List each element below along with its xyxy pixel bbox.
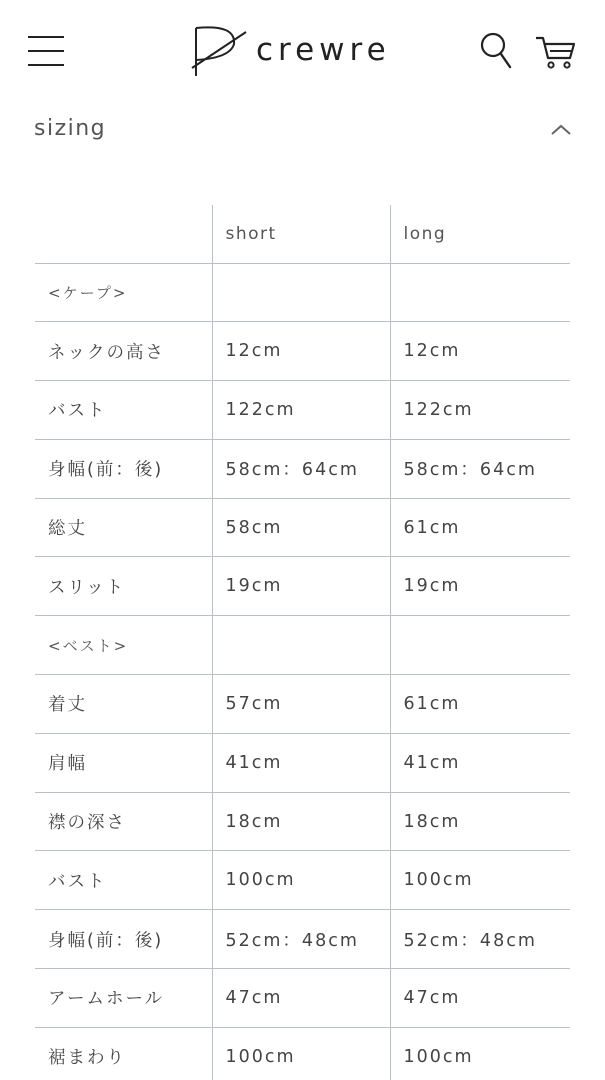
table-row [35, 910, 570, 969]
measurement-label-cell: バスト [35, 381, 212, 440]
short-value-cell: 100cm [212, 1027, 390, 1080]
site-header [0, 0, 605, 100]
logo-mark-icon [190, 24, 250, 80]
measurement-label-cell: ネックの高さ [35, 322, 212, 381]
short-value-cell: 41cm [212, 733, 390, 792]
short-value-cell: 57cm [212, 675, 390, 734]
short-value-cell: 122cm [212, 381, 390, 440]
long-value-cell [390, 263, 570, 322]
measurement-label-cell: 総丈 [35, 498, 212, 557]
measurement-label-cell: 肩幅 [35, 733, 212, 792]
table-row [35, 322, 570, 381]
measurement-label-cell: バスト [35, 851, 212, 910]
short-value-cell: 58cm：64cm [212, 439, 390, 498]
column-header-label [35, 205, 212, 263]
section-label-cell: <ケープ> [35, 263, 212, 322]
column-header-short: short [212, 205, 390, 263]
long-value-cell: 19cm [390, 557, 570, 616]
table-row [35, 969, 570, 1028]
section-title: sizing [34, 116, 107, 141]
measurement-label-cell: 襟の深さ [35, 792, 212, 851]
long-value-cell: 18cm [390, 792, 570, 851]
short-value-cell: 58cm [212, 498, 390, 557]
menu-bar [28, 50, 64, 52]
measurement-label-cell: 裾まわり [35, 1027, 212, 1080]
short-value-cell: 100cm [212, 851, 390, 910]
sizing-table [35, 205, 570, 1080]
long-value-cell: 61cm [390, 675, 570, 734]
measurement-label-cell: スリット [35, 557, 212, 616]
measurement-label-cell: アームホール [35, 969, 212, 1028]
table-row [35, 498, 570, 557]
long-value-cell: 52cm：48cm [390, 910, 570, 969]
brand-logo[interactable] [190, 24, 420, 80]
table-section-row [35, 263, 570, 322]
table-section-row [35, 616, 570, 675]
hamburger-menu-icon[interactable] [26, 36, 66, 68]
long-value-cell: 61cm [390, 498, 570, 557]
measurement-label-cell: 身幅(前：後) [35, 439, 212, 498]
long-value-cell: 58cm：64cm [390, 439, 570, 498]
long-value-cell: 41cm [390, 733, 570, 792]
table-row [35, 557, 570, 616]
short-value-cell [212, 616, 390, 675]
brand-name: crewre [256, 32, 391, 68]
long-value-cell: 100cm [390, 851, 570, 910]
table-row [35, 439, 570, 498]
short-value-cell: 12cm [212, 322, 390, 381]
short-value-cell [212, 263, 390, 322]
table-row [35, 733, 570, 792]
table-row [35, 381, 570, 440]
short-value-cell: 19cm [212, 557, 390, 616]
table-header-row [35, 205, 570, 263]
long-value-cell: 12cm [390, 322, 570, 381]
search-icon[interactable] [478, 30, 514, 72]
table-row [35, 675, 570, 734]
long-value-cell: 100cm [390, 1027, 570, 1080]
short-value-cell: 47cm [212, 969, 390, 1028]
chevron-up-icon[interactable] [548, 120, 574, 140]
long-value-cell: 47cm [390, 969, 570, 1028]
menu-bar [28, 64, 64, 66]
table-row [35, 851, 570, 910]
table-row [35, 792, 570, 851]
table-row [35, 1027, 570, 1080]
short-value-cell: 18cm [212, 792, 390, 851]
long-value-cell [390, 616, 570, 675]
short-value-cell: 52cm：48cm [212, 910, 390, 969]
cart-icon[interactable] [534, 32, 578, 72]
measurement-label-cell: 着丈 [35, 675, 212, 734]
column-header-long: long [390, 205, 570, 263]
section-label-cell: <ベスト> [35, 616, 212, 675]
measurement-label-cell: 身幅(前：後) [35, 910, 212, 969]
long-value-cell: 122cm [390, 381, 570, 440]
menu-bar [28, 36, 64, 38]
